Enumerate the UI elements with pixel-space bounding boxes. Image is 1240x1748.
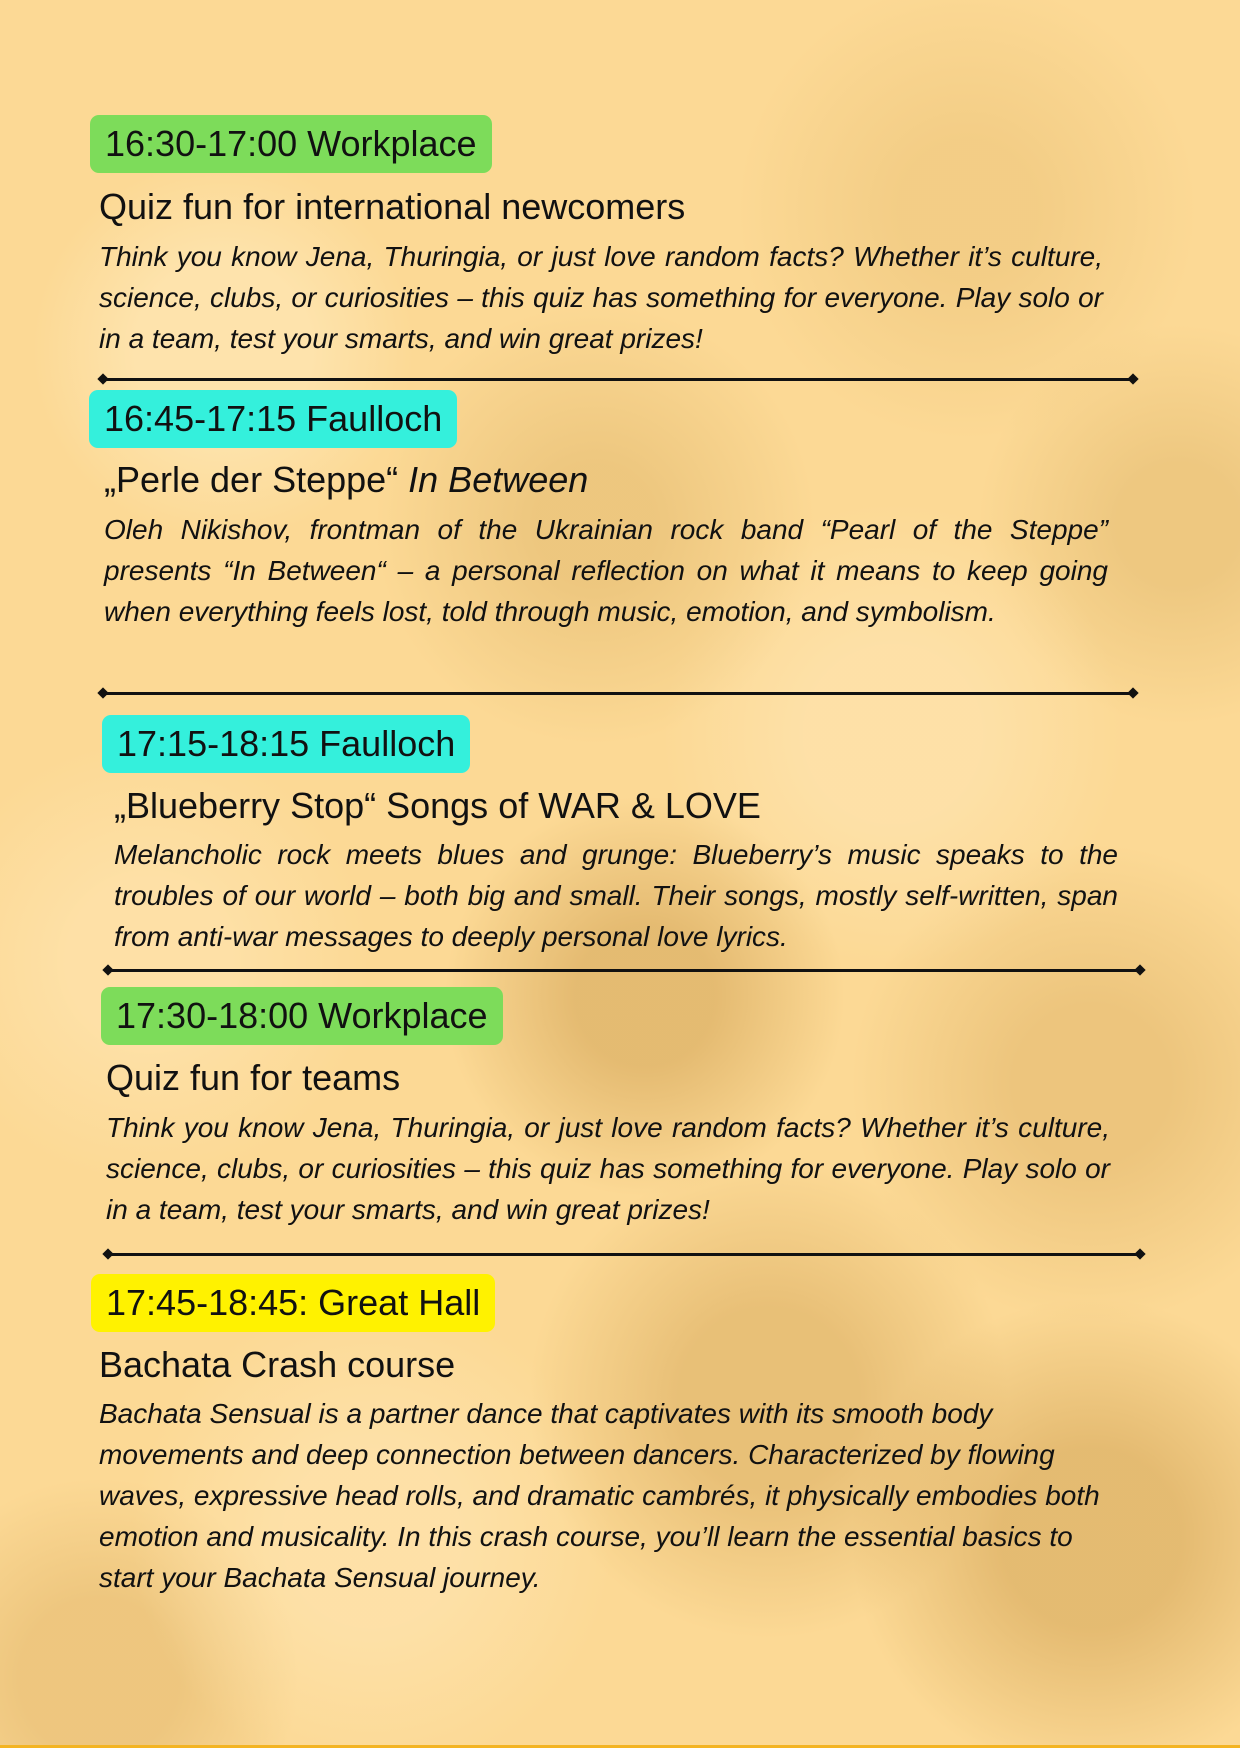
event-title-text: „Perle der Steppe“ xyxy=(104,459,409,500)
event-time-location-badge: 16:45-17:15 Faulloch xyxy=(89,390,457,448)
event-title: Quiz fun for teams xyxy=(106,1057,401,1098)
event-description: Melancholic rock meets blues and grunge: Blueberry’s music speaks to the troubles of our world – both big and small. Their songs, mostly self-written, span from anti-war messages to deeply personal love lyrics. xyxy=(114,839,1118,952)
section-divider xyxy=(101,378,1135,381)
event-description: Think you know Jena, Thuringia, or just love random facts? Whether it’s culture, science, clubs, or curiosities – this quiz has something for everyone. Play solo or in a team, test your smarts, and win great prizes! xyxy=(106,1112,1110,1225)
event-title xyxy=(104,459,588,501)
section-divider xyxy=(106,1253,1142,1256)
event-title: Bachata Crash course xyxy=(99,1344,456,1385)
event-time-location-badge: 17:15-18:15 Faulloch xyxy=(102,715,470,773)
event-description: Think you know Jena, Thuringia, or just love random facts? Whether it’s culture, science, clubs, or curiosities – this quiz has something for everyone. Play solo or in a team, test your smarts, and win great prizes! xyxy=(99,241,1103,354)
event-title: Quiz fun for international newcomers xyxy=(99,186,686,227)
section-divider xyxy=(101,692,1135,695)
event-time-location-badge: 17:45-18:45: Great Hall xyxy=(91,1274,495,1332)
event-time-location-badge: 16:30-17:00 Workplace xyxy=(90,115,492,173)
event-title-italic: In Between xyxy=(408,459,589,500)
event-description: Bachata Sensual is a partner dance that captivates with its smooth body movements and deep connection between dancers. Characterized by flowing waves, expressive head rolls, and dramatic cambrés, it physically embodies both emotion and musicality. In this crash course, you’ll learn the essential basics to start your Bachata Sensual journey. xyxy=(99,1398,1100,1593)
event-title: „Blueberry Stop“ Songs of WAR & LOVE xyxy=(114,785,761,826)
event-time-location-badge: 17:30-18:00 Workplace xyxy=(101,987,503,1045)
event-description: Oleh Nikishov, frontman of the Ukrainian rock band “Pearl of the Steppe” presents “In Between“ – a personal reflection on what it means to keep going when everything feels lost, told through music, emotion, and symbolism. xyxy=(104,514,1108,627)
section-divider xyxy=(106,969,1142,972)
